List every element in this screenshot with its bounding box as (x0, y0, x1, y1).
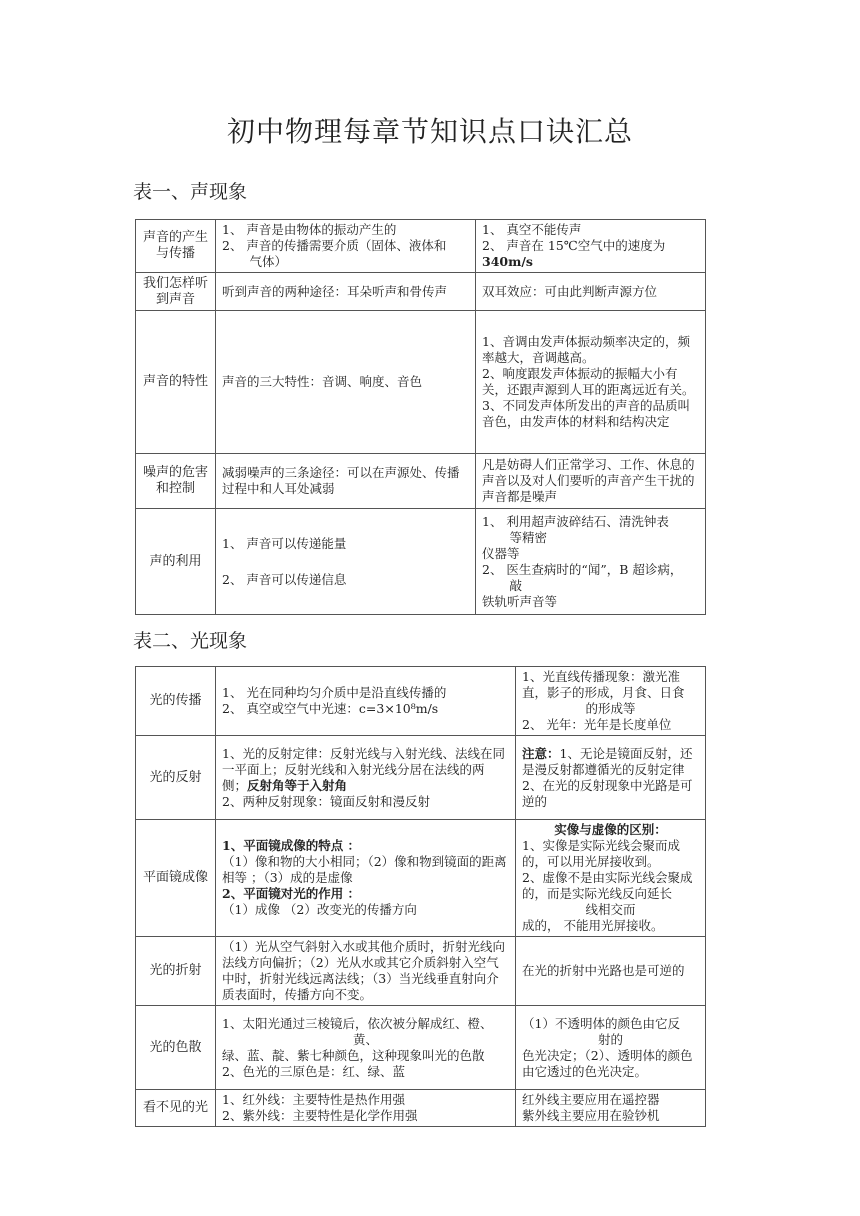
table-row (136, 509, 706, 615)
cell-line: （1）光从空气斜射入水或其他介质时，折射光线向法线方向偏折；（2）光从水或其它介质斜射入空气中时，折射光线远离法线；（3）当光线垂直射向介质表面时，传播方向不变。 (222, 939, 505, 1002)
row-header: 我们怎样听到声音 (136, 273, 216, 311)
cell-line: 听到声音的两种途径：耳朵听声和骨传声 (222, 283, 448, 299)
table-cell (516, 667, 706, 736)
cell-line: 2、响度跟发声体振动的振幅大小有关，还跟声源到人耳的距离远近有关。 (482, 366, 695, 397)
cell-line: 340m/s (482, 254, 533, 269)
cell-line: 红外线主要应用在遥控器 (522, 1092, 660, 1107)
table-row (136, 454, 706, 509)
cell-line: 1、 声音可以传递能量 (222, 535, 347, 551)
table-cell (516, 820, 706, 937)
table-cell (216, 273, 476, 311)
table-cell (476, 311, 706, 454)
table-cell (216, 509, 476, 615)
document-title: 初中物理每章节知识点口诀汇总 (226, 115, 633, 148)
row-header: 看不见的光 (136, 1090, 216, 1127)
table-row (136, 220, 706, 273)
cell-line: 实像与虚像的区别： (554, 822, 667, 837)
table-row (136, 311, 706, 454)
cell-line: 声音的三大特性：音调、响度、音色 (222, 374, 423, 389)
cell-line: 1、 光在同种均匀介质中是沿直线传播的 (222, 685, 447, 700)
table-row (136, 820, 706, 937)
cell-line: 铁轨听声音等 (482, 593, 558, 609)
table-row (136, 273, 706, 311)
sound-phenomena-table (135, 219, 706, 615)
cell-line: 射的 (597, 1031, 623, 1047)
row-header: 声音的特性 (136, 311, 216, 454)
cell-line: 在光的折射中光路也是可逆的 (522, 963, 685, 978)
table-cell (216, 736, 516, 820)
cell-line: 2、两种反射现象：镜面反射和漫反射 (222, 793, 430, 809)
row-header: 光的折射 (136, 937, 216, 1006)
cell-line: 凡是妨碍人们正常学习、工作、休息的声音以及对人们要听的声音产生干扰的声音都是噪声 (482, 457, 695, 504)
table-row (136, 736, 706, 820)
cell-line: 仪器等 (482, 545, 520, 561)
cell-line: 气体） (249, 254, 288, 269)
row-header: 光的传播 (136, 667, 216, 736)
cell-line: 2、 医生查病时的“闻”，B 超诊病， (482, 561, 683, 577)
table-cell (216, 820, 516, 937)
cell-line: 1、红外线：主要特性是热作用强 (222, 1092, 405, 1107)
cell-line: 紫外线主要应用在验钞机 (522, 1108, 660, 1123)
table-cell (216, 1090, 516, 1127)
cell-line: 1、 真空不能传声 (482, 222, 582, 237)
table-cell (216, 1006, 516, 1090)
cell-line: 1、太阳光通过三棱镜后，依次被分解成红、橙、 (222, 1015, 493, 1031)
cell-line: 敲 (509, 577, 523, 593)
table-row (136, 937, 706, 1006)
table-cell (476, 454, 706, 509)
cell-line: （1）不透明体的颜色由它反 (522, 1015, 680, 1031)
table-cell (476, 509, 706, 615)
row-header: 声音的产生与传播 (136, 220, 216, 273)
cell-text: 1、光的反射定律：反射光线与入射光线、法线在同一平面上；反射光线和入射光线分居在法线的两侧； (222, 745, 505, 793)
cell-line: （1）成像 （2）改变光的传播方向 (222, 902, 417, 917)
cell-line: 的形成等 (585, 701, 636, 716)
section-heading-light: 表二、光现象 (133, 630, 248, 652)
cell-line: 成的， 不能用光屏接收。 (522, 918, 664, 933)
table-cell (216, 937, 516, 1006)
table-cell (476, 273, 706, 311)
cell-line: 1、实像是实际光线会聚而成的，可以用光屏接收到。 (522, 838, 680, 869)
cell-line: 2、 声音的传播需要介质（固体、液体和 (222, 238, 447, 253)
cell-line: 线相交而 (585, 902, 636, 917)
row-header: 平面镜成像 (136, 820, 216, 937)
cell-line: 2、 光年：光年是长度单位 (522, 717, 672, 732)
table-cell (216, 311, 476, 454)
table-row (136, 667, 706, 736)
light-phenomena-table (135, 666, 706, 1127)
cell-line: 等精密 (509, 529, 548, 545)
cell-line: 1、光直线传播现象：激光准直，影子的形成，月食、日食 (522, 669, 685, 700)
table-cell (516, 1006, 706, 1090)
cell-line: 2、色光的三原色是：红、绿、蓝 (222, 1063, 405, 1079)
cell-line: 2、 真空或空气中光速：c=3×10⁸m/s (222, 701, 439, 716)
table-cell (516, 937, 706, 1006)
table-cell (216, 220, 476, 273)
cell-line: 1、音调由发声体振动频率决定的，频率越大，音调越高。 (482, 334, 690, 365)
cell-line: 3、不同发声体所发出的声音的品质叫音色，由发声体的材料和结构决定 (482, 398, 690, 429)
row-header: 光的色散 (136, 1006, 216, 1090)
cell-line: 绿、蓝、靛、紫七种颜色，这种现象叫光的色散 (222, 1047, 485, 1063)
table-cell (516, 736, 706, 820)
table-row (136, 1090, 706, 1127)
cell-line: 2、虚像不是由实际光线会聚成的，而是实际光线反向延长 (522, 870, 693, 901)
row-header: 噪声的危害和控制 (136, 454, 216, 509)
cell-line: 色光决定；（2）、透明体的颜色由它透过的色光决定。 (522, 1047, 693, 1079)
cell-line: 2、平面镜对光的作用 ： (222, 886, 361, 901)
cell-line: 2、 声音在 15℃空气中的速度为 (482, 238, 666, 253)
table-cell (216, 667, 516, 736)
cell-line (222, 746, 509, 794)
table-cell (476, 220, 706, 273)
cell-line: 2、紫外线：主要特性是化学作用强 (222, 1108, 418, 1123)
cell-line: （1）像和物的大小相同；（2）像和物到镜面的距离相等 ；（3）成的是虚像 (222, 854, 507, 885)
row-header: 光的反射 (136, 736, 216, 820)
cell-line: 2、在光的反射现象中光路是可逆的 (522, 777, 693, 809)
cell-line (522, 746, 699, 778)
cell-line: 1、 利用超声波碎结石、清洗钟表 (482, 513, 669, 529)
cell-line: 双耳效应：可由此判断声源方位 (482, 283, 658, 299)
section-heading-sound: 表一、声现象 (133, 181, 248, 203)
cell-text: 1、无论是镜面反射，还是漫反射都遵循光的反射定律 (522, 745, 693, 777)
cell-text-bold: 注意： (522, 745, 560, 761)
cell-line: 2、 声音可以传递信息 (222, 571, 347, 587)
cell-line: 1、平面镜成像的特点 ： (222, 838, 361, 853)
cell-line: 1、 声音是由物体的振动产生的 (222, 222, 397, 237)
cell-text-bold: 反射角等于入射角 (247, 777, 348, 793)
table-row (136, 1006, 706, 1090)
cell-line: 减弱噪声的三条途径：可以在声源处、传播过程中和人耳处减弱 (222, 465, 460, 496)
cell-line: 黄、 (352, 1031, 378, 1047)
table-cell (516, 1090, 706, 1127)
table-cell (216, 454, 476, 509)
row-header: 声的利用 (136, 509, 216, 615)
